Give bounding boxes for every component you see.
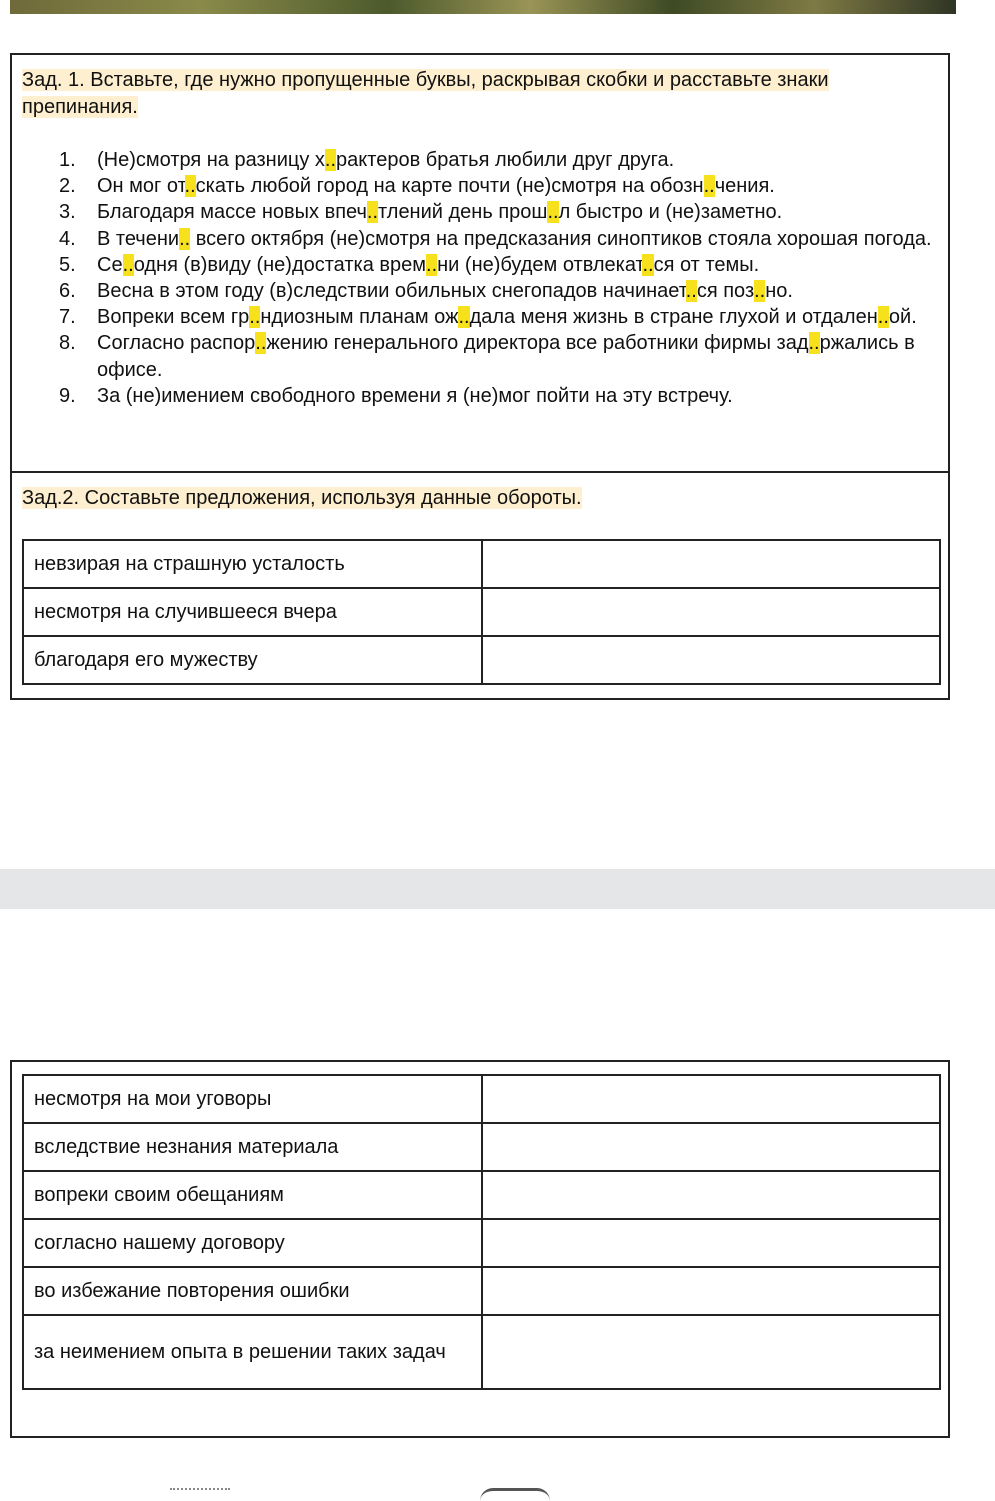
exercise-number: 2. [59,175,76,198]
exercise-item [52,173,932,199]
exercise-item [52,383,932,409]
blank-gap: .. [808,332,820,355]
task1-title [22,67,922,121]
phrases-table-bottom [22,1074,941,1390]
phrases-table-top [22,539,941,685]
blank-gap: .. [324,149,337,171]
section-divider [12,471,948,473]
phrase-cell: согласно нашему договору [23,1219,482,1267]
exercise-number: 7. [59,306,76,329]
blank-gap: .. [703,175,715,198]
phrase-cell: вопреки своим обещаниям [23,1171,482,1219]
exercise-text: Благодаря массе новых впеч [97,201,367,224]
exercise-item [52,226,932,252]
exercise-text: Он мог от [97,175,185,198]
exercise-text: но. [765,280,793,303]
blank-gap: .. [754,280,766,303]
exercise-text: Вопреки всем гр [97,306,250,329]
table-row [23,636,940,684]
exercise-text: Се [97,253,123,276]
exercise-text: ся поз [696,280,755,303]
header-photo-strip [10,0,956,14]
exercise-text: Согласно распор [97,332,256,355]
exercise-number: 4. [59,227,76,250]
table-row [23,1075,940,1123]
cropped-text-fragment [170,1488,230,1494]
task2-title [22,485,582,512]
exercise-text: ой. [888,306,917,329]
page-separator [0,869,995,909]
blank-gap: .. [249,306,261,329]
exercise-item [52,252,932,278]
table-row [23,1219,940,1267]
table-row [23,1267,940,1315]
answer-cell[interactable] [482,1219,940,1267]
exercise-text: рактеров братья любили друг друга. [336,149,675,171]
exercise-text: ржались в офисе. [97,332,915,381]
exercise-number: 9. [59,384,76,407]
answer-cell[interactable] [482,1123,940,1171]
exercise-text: жению генерального директора все работники фирмы зад [266,332,809,355]
exercise-number: 5. [59,253,76,276]
blank-gap: .. [426,253,438,276]
exercise-text: тлений день прош [378,201,548,224]
exercise-text: В течени [97,227,180,250]
table-row [23,1171,940,1219]
blank-gap: .. [122,253,134,276]
table-row [23,1123,940,1171]
task-card-2 [10,1060,950,1438]
answer-cell[interactable] [482,1171,940,1219]
exercise-item [52,278,932,304]
table-row [23,588,940,636]
phrase-cell: вследствие незнания материала [23,1123,482,1171]
exercise-text: ндиозным планам ож [260,306,459,329]
phrase-cell: невзирая на страшную усталость [23,540,482,588]
exercise-number: 1. [59,149,76,171]
exercise-text: (Не)смотря на разницу х [97,149,325,171]
phrase-cell: несмотря на случившееся вчера [23,588,482,636]
exercise-text: чения. [714,175,775,198]
exercise-item [52,330,932,382]
exercise-number: 6. [59,280,76,303]
exercise-item [52,147,932,173]
blank-gap: .. [547,201,559,224]
phrase-cell: за неимением опыта в решении таких задач [23,1315,482,1389]
phrase-cell: благодаря его мужеству [23,636,482,684]
answer-cell[interactable] [482,540,940,588]
phrase-cell: во избежание повторения ошибки [23,1267,482,1315]
blank-gap: .. [685,280,697,303]
exercise-text: л быстро и (не)заметно. [558,201,783,224]
blank-gap: .. [877,306,889,329]
task1-title-text: Зад. 1. Вставьте, где нужно пропущенные буквы, раскрывая скобки и расставьте знаки препинания. [22,69,829,118]
blank-gap: .. [642,253,654,276]
blank-gap: .. [255,332,267,355]
answer-cell[interactable] [482,1267,940,1315]
answer-cell[interactable] [482,588,940,636]
blank-gap: .. [179,227,191,250]
table-row [23,540,940,588]
cropped-shape-fragment [480,1488,550,1501]
exercise-item [52,304,932,330]
exercise-text: За (не)имением свободного времени я (не)мог пойти на эту встречу. [97,384,733,407]
exercise-number: 3. [59,201,76,224]
exercise-text: дала меня жизнь в стране глухой и отдален [469,306,878,329]
table-row [23,1315,940,1389]
exercise-text: ни (не)будем отвлекат [437,253,643,276]
phrase-cell: несмотря на мои уговоры [23,1075,482,1123]
task-card-1 [10,53,950,700]
answer-cell[interactable] [482,1315,940,1389]
exercise-item [52,199,932,225]
exercise-text: всего октября (не)смотря на предсказания синоптиков стояла хорошая погода. [190,227,932,250]
answer-cell[interactable] [482,1075,940,1123]
answer-cell[interactable] [482,636,940,684]
exercise-text: одня (в)виду (не)достатка врем [133,253,427,276]
exercise-text: ся от темы. [653,253,760,276]
exercise-text: скать любой город на карте почти (не)смотря на обозн [195,175,704,198]
blank-gap: .. [458,306,470,329]
blank-gap: .. [366,201,379,224]
task2-title-text: Зад.2. Составьте предложения, используя данные обороты. [22,487,582,509]
exercise-number: 8. [59,332,76,355]
task1-list [52,147,932,409]
blank-gap: .. [184,175,196,198]
exercise-text: Весна в этом году (в)следствии обильных снегопадов начинает [97,280,686,303]
